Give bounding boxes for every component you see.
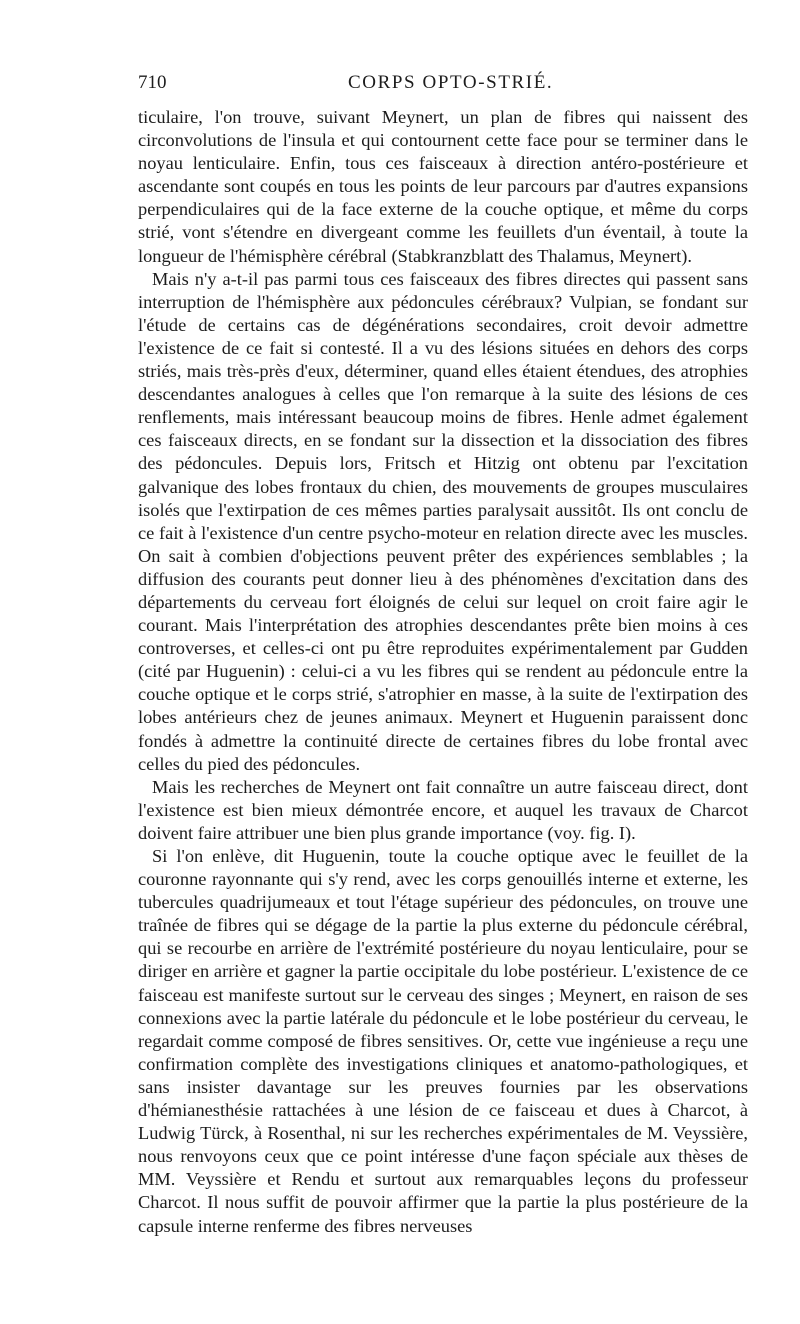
body-text	[138, 106, 748, 1238]
paragraph-continuation: ticulaire, l'on trouve, suivant Meynert, un plan de fibres qui naissent des circonvolutions de l'insula et qui contournent cette face pour se terminer dans le noyau lenticulaire. Enfin, tous ces faisceaux à direction antéro-postérieure et ascendante sont coupés en tous les points de leur parcours par d'autres expansions perpendiculaires qui de la face externe de la couche optique, et même du corps strié, vont s'étendre en divergeant comme les feuillets d'un éventail, à toute la longueur de l'hémisphère cérébral (Stabkranzblatt des Thalamus, Meynert).	[138, 107, 748, 266]
running-title: CORPS OPTO-STRIÉ.	[348, 72, 554, 93]
page-number: 710	[138, 72, 167, 93]
paragraph-meynert-bundle: Mais les recherches de Meynert ont fait connaître un autre faisceau direct, dont l'existence est bien mieux démontrée encore, et auquel les travaux de Charcot doivent faire attribuer une bien plus grande importance (voy. fig. I).	[138, 776, 748, 843]
paragraph-huguenin: Si l'on enlève, dit Huguenin, toute la couche optique avec le feuillet de la couronne rayonnante qui s'y rend, avec les corps genouillés interne et externe, les tubercules quadrijumeaux et tout l'étage supérieur des pédoncules, on trouve une traînée de fibres qui se dégage de la partie la plus externe du pédoncule cérébral, qui se recourbe en arrière de l'extrémité postérieure du noyau lenticulaire, pour se diriger en arrière et gagner la partie occipitale du lobe postérieur. L'existence de ce faisceau est manifeste surtout sur le cerveau des singes ; Meynert, en raison de ses connexions avec la partie latérale du pédoncule et le lobe postérieur du cerveau, le regardait comme composé de fibres sensitives. Or, cette vue ingénieuse a reçu une confirmation complète des investigations cliniques et anatomo-pathologiques, et sans insister davantage sur les preuves fournies par les observations d'hémianesthésie rattachées à une lésion de ce faisceau et dues à Charcot, à Ludwig Türck, à Rosenthal, ni sur les recherches expérimentales de M. Veyssière, nous renvoyons ceux que ce point intéresse d'une façon spéciale aux thèses de MM. Veyssière et Rendu et surtout aux remarquables leçons du professeur Charcot. Il nous suffit de pouvoir affirmer que la partie la plus postérieure de la capsule interne renferme des fibres nerveuses	[138, 846, 748, 1236]
running-head	[138, 72, 748, 100]
paragraph-direct-fibres: Mais n'y a-t-il pas parmi tous ces faisceaux des fibres directes qui passent sans interruption de l'hémisphère aux pédoncules cérébraux? Vulpian, se fondant sur l'étude de certains cas de dégénérations secondaires, croit devoir admettre l'existence de ce fait si contesté. Il a vu des lésions situées en dehors des corps striés, mais très-près d'eux, déterminer, quand elles étaient étendues, des atrophies descendantes analogues à celles que l'on remarque à la suite des lésions de ces renflements, mais intéressant beaucoup moins de fibres. Henle admet également ces faisceaux directs, en se fondant sur la dissection et la dissociation des fibres des pédoncules. Depuis lors, Fritsch et Hitzig ont obtenu par l'excitation galvanique des lobes frontaux du chien, des mouvements de groupes musculaires isolés que l'extirpation de ces mêmes parties paralysait aussitôt. Ils ont conclu de ce fait à l'existence d'un centre psycho-moteur en relation directe avec les muscles. On sait à combien d'objections peuvent prêter des expériences semblables ; la diffusion des courants peut donner lieu à des phénomènes d'excitation dans des départements du cerveau fort éloignés de celui sur lequel on croit faire agir le courant. Mais l'interprétation des atrophies descendantes prête bien moins à ces controverses, et celles-ci ont pu être reproduites expérimentalement par Gudden (cité par Huguenin) : celui-ci a vu les fibres qui se rendent au pédoncule entre la couche optique et le corps strié, s'atrophier en masse, à la suite de l'extirpation des lobes antérieurs chez de jeunes animaux. Meynert et Huguenin paraissent donc fondés à admettre la continuité directe de certaines fibres du lobe frontal avec celles du pied des pédoncules.	[138, 268, 748, 774]
